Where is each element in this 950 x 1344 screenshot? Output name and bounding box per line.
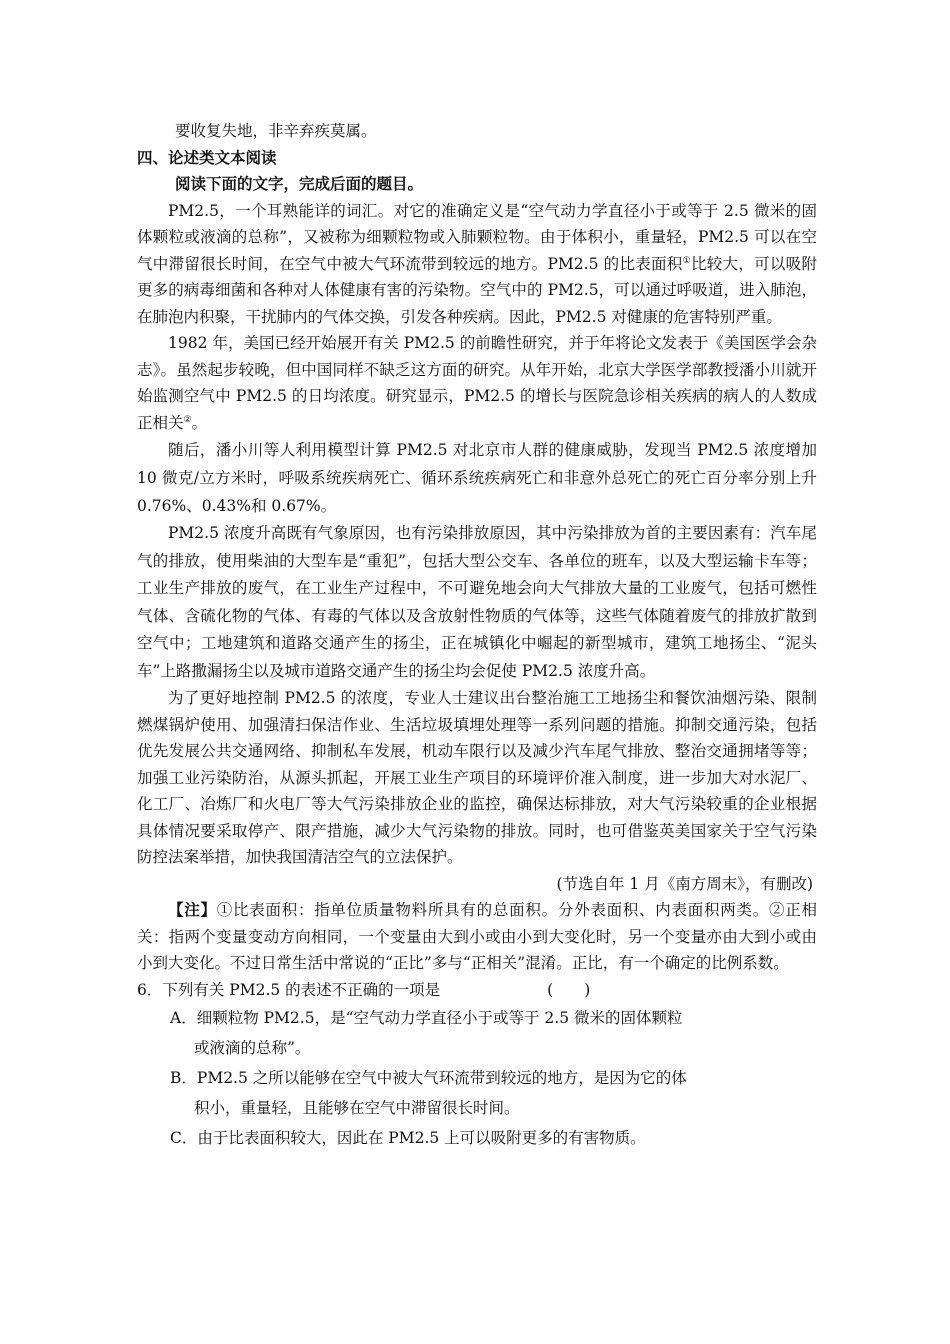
option-a-line1: 细颗粒物 PM2.5，是“空气动力学直径小于或等于 2.5 微米的固体颗粒 bbox=[196, 1009, 683, 1027]
option-c[interactable] bbox=[170, 1125, 817, 1152]
section-title: 四、论述类文本阅读 bbox=[137, 147, 277, 167]
footnote-ref-1: ① bbox=[682, 255, 691, 266]
option-b[interactable] bbox=[170, 1065, 817, 1121]
option-a-line2: 或液滴的总称”。 bbox=[194, 1038, 311, 1057]
question-text: 6．下列有关 PM2.5 的表述不正确的一项是 bbox=[137, 980, 441, 999]
intro-line: 要收复失地，非辛弃疾莫属。 bbox=[175, 122, 377, 140]
paragraph-2-text-b: 。 bbox=[191, 413, 208, 432]
option-c-line1: 由于比表面积较大，因此在 PM2.5 上可以吸附更多的有害物质。 bbox=[197, 1129, 646, 1147]
paragraph-2 bbox=[137, 330, 817, 436]
option-c-label: C． bbox=[170, 1129, 198, 1147]
option-b-line2: 积小，重量轻，且能够在空气中滞留很长时间。 bbox=[194, 1098, 520, 1117]
option-b-label: B． bbox=[170, 1069, 197, 1087]
question-stem bbox=[137, 977, 817, 1004]
instruction: 阅读下面的文字，完成后面的题目。 bbox=[175, 174, 424, 193]
option-b-line1: PM2.5 之所以能够在空气中被大气环流带到较远的地方，是因为它的体 bbox=[196, 1069, 687, 1087]
paragraph-1 bbox=[137, 198, 817, 331]
paragraph-4: PM2.5 浓度升高既有气象原因，也有污染排放原因，其中污染排放为首的主要因素有：汽车尾气的排放，使用柴油的大型车是“重犯”，包括大型公交车、各单位的班车，以及大型运输卡车等；工业生产排放的废气，在工业生产过程中，不可避免地会向大气排放大量的工业废气，包括可燃性气体、含硫化物的气体、有毒的气体以及含放射性物质的气体等，这些气体随着废气的排放扩散到空气中；工地建筑和道路交通产生的扬尘，正在城镇化中崛起的新型城市，建筑工地扬尘、“泥头车”上路撒漏扬尘以及城市道路交通产生的扬尘均会促使 PM2.5 浓度升高。 bbox=[137, 524, 817, 680]
note-text: ①比表面积：指单位质量物料所具有的总面积。分外表面积、内表面积两类。②正相关：指两个变量变动方向相同，一个变量由大到小或由小到大变化时，另一个变量亦由大到小或由小到大变化。不过日常生活中常说的“正比”多与“正相关”混淆。正比，有一个确定的比例系数。 bbox=[137, 901, 817, 972]
paragraph-2-text-a: 1982 年，美国已经开始展开有关 PM2.5 的前瞻性研究，并于年将论文发表于《美国医学会杂志》。虽然起步较晚，但中国同样不缺乏这方面的研究。从年开始，北京大学医学部教授潘小川就开始监测空气中 PM2.5 的日均浓度。研究显示，PM2.5 的增长与医院急诊相关疾病的病人的人数成正相关 bbox=[137, 334, 817, 432]
note-label: 【注】 bbox=[168, 900, 217, 919]
paragraph-1-text-b: 比较大，可以吸附更多的病毒细菌和各种对人体健康有害的污染物。空气中的 PM2.5，可以通过呼吸道，进入肺泡，在肺泡内积聚，干扰肺内的气体交换，引发各种疾病。因此，PM2.5 对健康的危害特别严重。 bbox=[137, 254, 817, 326]
answer-blank: ( ) bbox=[547, 980, 591, 999]
footnote-ref-2: ② bbox=[183, 414, 192, 425]
paragraph-3: 随后，潘小川等人利用模型计算 PM2.5 对北京市人群的健康威胁，发现当 PM2.5 浓度增加 10 微克/立方米时，呼吸系统疾病死亡、循环系统疾病死亡和非意外总死亡的死亡百分率分别上升 0.76%、0.43%和 0.67%。 bbox=[137, 441, 817, 515]
source-citation: (节选自年 1 月《南方周末》，有删改) bbox=[556, 874, 813, 893]
paragraph-5: 为了更好地控制 PM2.5 的浓度，专业人士建议出台整治施工工地扬尘和餐饮油烟污染、限制燃煤锅炉使用、加强清扫保洁作业、生活垃圾填埋处理等一系列问题的措施。抑制交通污染，包括优先发展公共交通网络、抑制私车发展，机动车限行以及减少汽车尾气排放、整治交通拥堵等等；加强工业污染防治，从源头抓起，开展工业生产项目的环境评价准入制度，进一步加大对水泥厂、化工厂、冶炼厂和火电厂等大气污染排放企业的监控，确保达标排放，对大气污染较重的企业根据具体情况要采取停产、限产措施，减少大气污染物的排放。同时，也可借鉴英美国家关于空气污染防控法案举措，加快我国清洁空气的立法保护。 bbox=[137, 689, 817, 866]
annotation-note bbox=[137, 897, 817, 977]
option-a[interactable] bbox=[170, 1005, 817, 1061]
option-a-label: A． bbox=[170, 1009, 197, 1027]
document-page bbox=[137, 118, 817, 1152]
paragraph-1-text-a: PM2.5，一个耳熟能详的词汇。对它的准确定义是“空气动力学直径小于或等于 2.5 微米的固体颗粒或液滴的总称”，又被称为细颗粒物或入肺颗粒物。由于体积小，重量轻，PM2.5 可以在空气中滞留很长时间，在空气中被大气环流带到较远的地方。PM2.5 的比表面积 bbox=[137, 201, 817, 273]
